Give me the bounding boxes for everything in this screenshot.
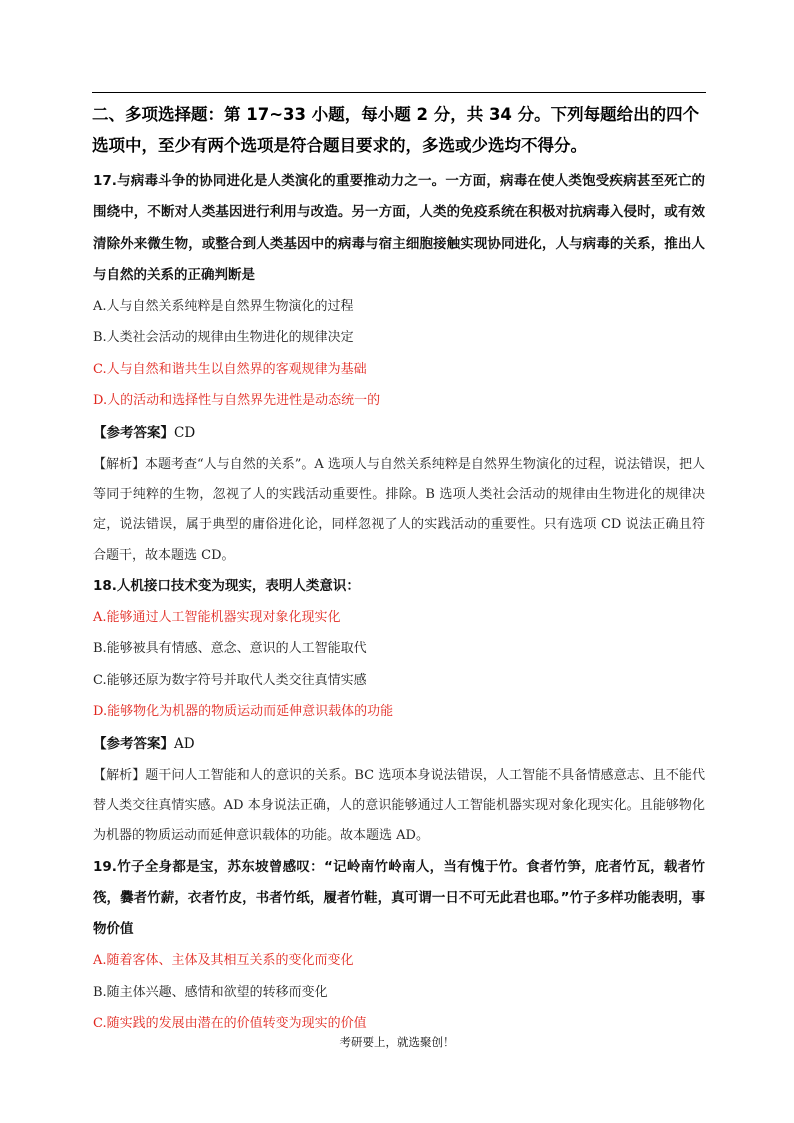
question-19 [93, 852, 705, 1040]
question-stem: 19.竹子全身都是宝，苏东坡曾感叹：“记岭南竹岭南人，当有愧于竹。食者竹笋，庇者竹瓦，载者竹筏，爨者竹薪，衣者竹皮，书者竹纸，履者竹鞋，真可谓一日不可无此君也耶。”竹子多样功能表明，事物价值 [93, 858, 705, 938]
option-b: B.随主体兴趣、感情和欲望的转移而变化 [93, 984, 328, 1000]
questions-body [93, 166, 705, 1039]
option-a-correct: A.随着客体、主体及其相互关系的变化而变化 [93, 953, 354, 969]
answer-value: CD [174, 425, 196, 442]
page-footer: 考研要上，就选聚创！ [339, 1035, 455, 1049]
question-18 [93, 571, 705, 852]
option-c-correct: C.人与自然和谐共生以自然界的客观规律为基础 [93, 361, 367, 377]
option-a-correct: A.能够通过人工智能机器实现对象化现实化 [93, 610, 341, 626]
reference-answer [93, 418, 705, 449]
answer-label: 【参考答案】 [93, 425, 174, 442]
option-b: B.能够被具有情感、意念、意识的人工智能取代 [93, 641, 367, 657]
option-d-correct: D.人的活动和选择性与自然界先进性是动态统一的 [93, 393, 381, 409]
reference-answer [93, 729, 705, 760]
answer-value: AD [174, 736, 195, 753]
option-d-correct: D.能够物化为机器的物质运动而延伸意识载体的功能 [93, 704, 394, 720]
explanation: 【解析】题干问人工智能和人的意识的关系。BC 选项本身说法错误，人工智能不具备情感意志、且不能代替人类交往真情实感。AD 本身说法正确，人的意识能够通过人工智能机器实现对象化现实化。且能够物化为机器的物质运动而延伸意识载体的功能。故本题选 AD。 [93, 767, 705, 844]
option-c-correct: C.随实践的发展由潜在的价值转变为现实的价值 [93, 1016, 367, 1032]
explanation: 【解析】本题考查“人与自然的关系”。A 选项人与自然关系纯粹是自然界生物演化的过程，说法错误，把人等同于纯粹的生物，忽视了人的实践活动重要性。排除。B 选项人类社会活动的规律由生物进化的规律决定，说法错误，属于典型的庸俗进化论，同样忽视了人的实践活动的重要性。只有选项 CD 说法正确且符合题干，故本题选 CD。 [93, 456, 705, 563]
question-stem: 18.人机接口技术变为现实，表明人类意识： [93, 577, 360, 594]
question-stem: 17.与病毒斗争的协同进化是人类演化的重要推动力之一。一方面，病毒在使人类饱受疾病甚至死亡的围绕中，不断对人类基因进行利用与改造。另一方面，人类的免疫系统在积极对抗病毒入侵时，或有效清除外来微生物，或整合到人类基因中的病毒与宿主细胞接触实现协同进化，人与病毒的关系，推出人与自然的关系的正确判断是 [93, 173, 705, 283]
answer-label: 【参考答案】 [93, 736, 174, 753]
option-b: B.人类社会活动的规律由生物进化的规律决定 [93, 330, 354, 346]
header-rule [92, 92, 706, 93]
section-heading: 二、多项选择题：第 17~33 小题，每小题 2 分，共 34 分。下列每题给出的四个选项中，至少有两个选项是符合题目要求的，多选或少选均不得分。 [92, 105, 700, 155]
question-17 [93, 166, 705, 571]
option-a: A.人与自然关系纯粹是自然界生物演化的过程 [93, 299, 354, 315]
option-c: C.能够还原为数字符号并取代人类交往真情实感 [93, 672, 367, 688]
